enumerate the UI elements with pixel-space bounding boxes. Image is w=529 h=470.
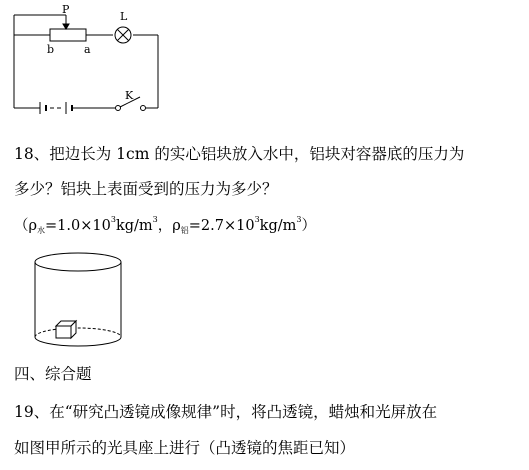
rheostat-resistor xyxy=(50,29,86,41)
formula-open: （ρ xyxy=(14,218,38,234)
slider-arrow xyxy=(63,24,69,29)
q18-density-formula xyxy=(14,216,316,236)
formula-unit-exp-2: 3 xyxy=(296,215,302,224)
q18-text-line2: 多少？铝块上表面受到的压力为多少？ xyxy=(14,180,278,198)
formula-water-sub: 水 xyxy=(37,226,46,235)
section-title: 四、综合题 xyxy=(14,365,92,383)
beaker-bottom-back xyxy=(35,328,121,337)
q19-text-line1: 19、在“研究凸透镜成像规律”时，将凸透镜，蜡烛和光屏放在 xyxy=(14,403,438,421)
beaker-diagram xyxy=(28,250,128,350)
formula-separator: ，ρ xyxy=(157,218,181,234)
q19-text-line2: 如图甲所示的光具座上进行（凸透镜的焦距已知） xyxy=(14,439,356,457)
label-k: K xyxy=(125,89,134,102)
beaker-bottom-front xyxy=(35,337,121,346)
formula-water-exp: 3 xyxy=(110,215,116,224)
formula-al-value: =2.7×10 xyxy=(188,218,255,234)
switch-terminal-left xyxy=(116,106,121,111)
formula-al-exp: 3 xyxy=(254,215,260,224)
beaker-rim xyxy=(35,253,121,271)
label-l: L xyxy=(120,10,128,23)
formula-unit-1: kg/m xyxy=(115,218,153,234)
label-a: a xyxy=(84,43,91,56)
label-b: b xyxy=(47,43,55,56)
formula-water-value: =1.0×10 xyxy=(45,218,111,234)
q18-text-line1: 18、把边长为 1cm 的实心铝块放入水中，铝块对容器底的压力为 xyxy=(14,145,465,163)
formula-al-sub: 铝 xyxy=(180,226,189,235)
formula-unit-exp-1: 3 xyxy=(152,215,158,224)
label-p: P xyxy=(62,3,70,16)
cube-front xyxy=(56,326,71,338)
formula-close: ） xyxy=(301,218,316,234)
formula-unit-2: kg/m xyxy=(259,218,297,234)
switch-terminal-right xyxy=(141,106,146,111)
circuit-diagram xyxy=(0,0,170,120)
